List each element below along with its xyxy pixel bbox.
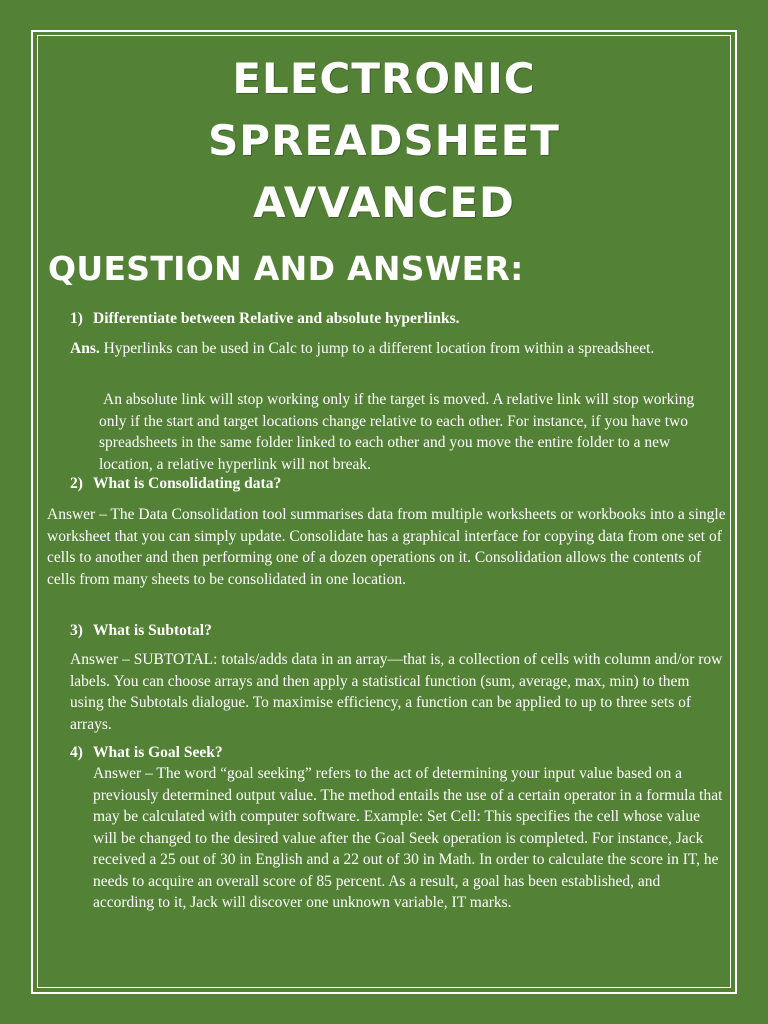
question-2 [70,473,710,495]
answer-2: Answer – The Data Consolidation tool summarises data from multiple worksheets or workbooks into a single worksheet that you can simply update. Consolidate has a graphical interface for copying data from one set of cells to another and then performing one of a dozen operations on it. Consolidation allows the contents of cells from many sheets to be consolidated in one location. [47,506,726,588]
question-4-text: What is Goal Seek? [93,744,223,761]
answer-1-label: Ans. [70,340,100,357]
document-title [0,48,768,234]
question-4-number: 4) [70,744,83,761]
question-3-number: 3) [70,622,83,639]
question-1-text: Differentiate between Relative and absolute hyperlinks. [93,310,460,327]
section-heading: QUESTION AND ANSWER: [48,249,524,288]
answer-1-detail: An absolute link will stop working only if the target is moved. A relative link will stop working only if the start and target locations change relative to each other. For instance, if you have two spreadsheets in the same folder linked to each other and you move the entire folder to a new location, a relative hyperlink will not break. [99,391,695,473]
answer-1-text-1: Hyperlinks can be used in Calc to jump to a different location from within a spreadsheet. [99,340,655,357]
answer-4: Answer – The word “goal seeking” refers to the act of determining your input value based on a previously determined output value. The method entails the use of a certain operator in a formula that may be calculated with computer software. Example: Set Cell: This specifies the cell whose value will be changed to the desired value after the Goal Seek operation is completed. For instance, Jack received a 25 out of 30 in English and a 22 out of 30 in Math. In order to calculate the score in IT, he needs to acquire an overall score of 85 percent. As a result, a goal has been established, and according to it, Jack will discover one unknown variable, IT marks. [93,765,723,911]
answer-3: Answer – SUBTOTAL: totals/adds data in an array—that is, a collection of cells with column and/or row labels. You can choose arrays and then apply a statistical function (sum, average, max, min) to them using the Subtotals dialogue. To maximise efficiency, a function can be applied to up to three sets of arrays. [70,651,723,733]
question-1-number: 1) [70,310,83,327]
title-line-3: AVVANCED [253,178,515,227]
title-line-1: ELECTRONIC [232,54,536,103]
question-3 [70,620,710,642]
question-3-text: What is Subtotal? [93,622,212,639]
question-2-text: What is Consolidating data? [93,475,282,492]
question-4 [70,742,710,764]
answer-1-intro [70,338,710,360]
title-line-2: SPREADSHEET [208,116,560,165]
question-2-number: 2) [70,475,83,492]
question-1 [70,308,710,330]
